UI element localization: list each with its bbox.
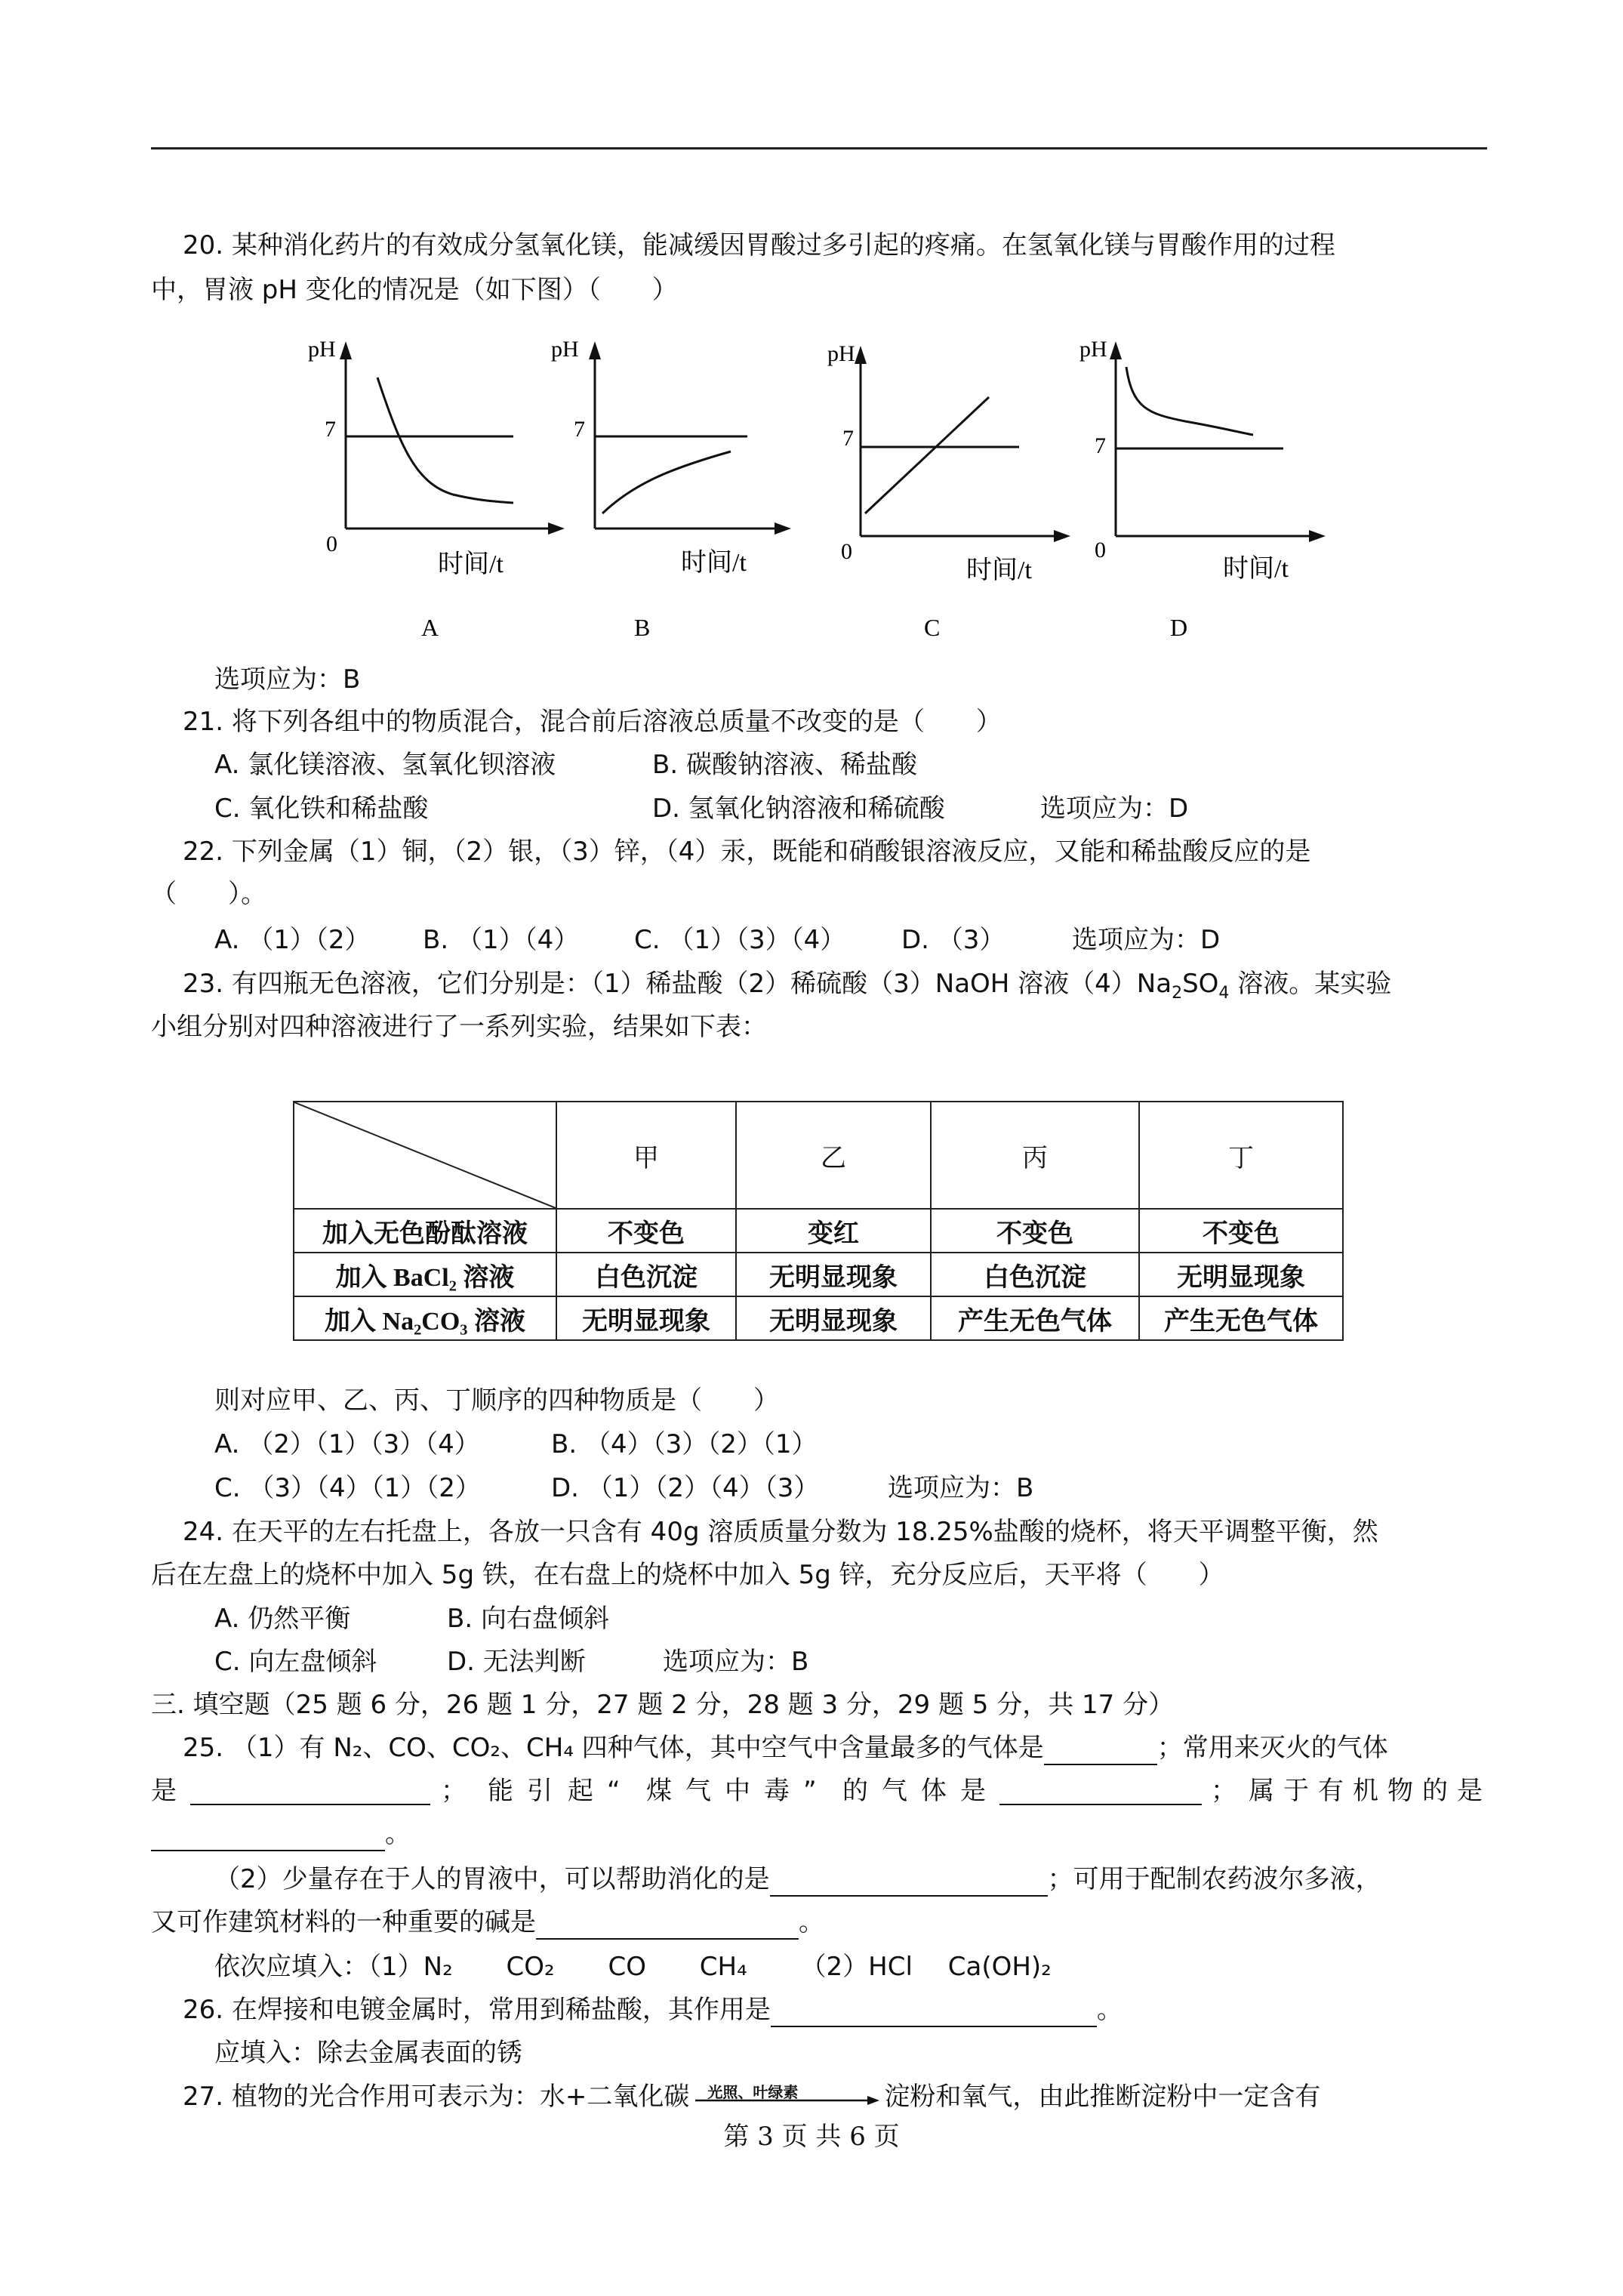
chart-b-xlabel: 时间/t [681, 549, 747, 577]
q22-line2: （ ）。 [151, 879, 266, 909]
table-cell: 无明显现象 [736, 1253, 931, 1296]
q25-blank-4[interactable] [151, 1824, 385, 1851]
q25-blank-2[interactable] [190, 1778, 430, 1805]
q26-answer: 应填入：除去金属表面的锈 [214, 2038, 522, 2068]
q22-option-a: A. （1）（2） [214, 925, 371, 955]
chart-a [308, 337, 565, 641]
chart-d-zero: 0 [1095, 538, 1106, 562]
q22-answer: 选项应为：D [1072, 925, 1221, 955]
q23-option-b: B. （4）（3）（2）（1） [551, 1429, 818, 1459]
chart-c-ylabel: pH [827, 341, 855, 366]
chart-c-zero: 0 [841, 539, 852, 564]
table-corner-cell [294, 1102, 556, 1209]
chart-a-letter: A [421, 614, 439, 641]
chart-d-seven: 7 [1095, 433, 1106, 458]
chart-b-curve [602, 451, 731, 513]
row-label-phenolphthalein: 加入无色酚酞溶液 [294, 1209, 556, 1253]
q23-answer: 选项应为：B [888, 1473, 1034, 1503]
table-row [294, 1209, 1343, 1253]
q23-option-a: A. （2）（1）（3）（4） [214, 1429, 480, 1459]
page-footer: 第 3 页 共 6 页 [723, 2122, 900, 2152]
chart-a-seven: 7 [325, 417, 336, 442]
table-cell: 无明显现象 [556, 1296, 736, 1340]
header-rule [151, 147, 1487, 149]
q27-line: 27. 植物的光合作用可表示为：水+二氧化碳 光照、叶绿素 淀粉和氧气，由此推断淀粉中一定含有 [183, 2079, 1320, 2114]
table-cell: 白色沉淀 [931, 1253, 1139, 1296]
table-row [294, 1296, 1343, 1340]
q24-option-d: D. 无法判断 [447, 1647, 586, 1677]
q21-stem: 21. 将下列各组中的物质混合，混合前后溶液总质量不改变的是（ ） [183, 707, 1002, 737]
row-label-na2co3: 加入 Na₂CO₃ 溶液 [294, 1296, 556, 1340]
chart-a-ylabel: pH [308, 337, 336, 362]
q23-option-d: D. （1）（2）（4）（3） [551, 1473, 820, 1503]
q24-option-b: B. 向右盘倾斜 [447, 1604, 609, 1634]
chart-c-xlabel: 时间/t [966, 556, 1032, 584]
q21-option-a: A. 氯化镁溶液、氢氧化钡溶液 [214, 750, 556, 780]
q25-blank-5[interactable] [770, 1869, 1048, 1897]
q25-line1: 25. （1）有 N₂、CO、CO₂、CH₄ 四种气体，其中空气中含量最多的气体是 ；常用来灭火的气体 [183, 1730, 1388, 1765]
table-cell: 无明显现象 [736, 1296, 931, 1340]
ph-charts [287, 332, 1374, 649]
q24-line1: 24. 在天平的左右托盘上，各放一只含有 40g 溶质质量分数为 18.25%盐酸的烧杯，将天平调整平衡，然 [183, 1517, 1378, 1547]
table-cell: 产生无色气体 [1139, 1296, 1343, 1340]
q25-answer: 依次应填入：（1）N₂ CO₂ CO CH₄ （2）HCl Ca(OH)₂ [214, 1952, 1052, 1982]
q25-line3: 。 [151, 1817, 411, 1851]
q24-option-a: A. 仍然平衡 [214, 1604, 351, 1634]
chart-a-zero: 0 [326, 532, 337, 556]
col-header-jia: 甲 [556, 1102, 736, 1209]
reaction-arrow [692, 2079, 881, 2114]
document-page: 20. 某种消化药片的有效成分氢氧化镁，能减缓因胃酸过多引起的疼痛。在氢氧化镁与胃酸作用的过程 中，胃液 pH 变化的情况是（如下图）（ ） pH 7 0 时间/t A pH 7 时间/t B pH 7 0 时间/t C pH 7 0 时间/t D 选项应为：B 21. 将下列各组中的物质混合，混合前后溶液总质量不改变的是（ ） A. 氯化镁溶液、氢氧化钡溶液 B. 碳酸钠溶液、稀盐酸 C. 氧化铁和稀盐酸 D. 氢氧化钠溶液和稀硫酸 选项应为：D 22. 下列金属（1）铜，（2）银，（3）锌，（4）汞，既能和硝酸银溶液反应，又能和稀盐酸反应的是 （ ）。 A. （1）（2） B. （1）（4） C. （1）（3）（4） D. （3） 选项应为：D 23. 有四瓶无色溶液，它们分别是：（1）稀盐酸（2）稀硫酸（3）NaOH 溶液$(4)Na_2SO_4$ 溶液。某实验 小组分别对四种溶液进行了一系列实验，结果如下表： 甲 乙 丙 丁 加入无色酚酞溶液 不变色 变红 不变色 不变色 加入 BaCl₂ 溶液 白色沉淀 无明显现象 白色沉淀 无明显现象 加入 Na₂CO₃ 溶液 无明显现象 无明显现象 产生无色气体 产生无色气体 则对应甲、乙、丙、丁顺序的四种物质是（ ） A. （2）（1）（3）（4） B. （4）（3）（2）（1） C. （3）（4）（1）（2） D. （1）（2）（4）（3） 选项应为：B 24. 在天平的左右托盘上，各放一只含有 40g 溶质质量分数为 18.25%盐酸的烧杯，将天平调整平衡，然 后在左盘上的烧杯中加入 5g 铁，在右盘上的烧杯中加入 5g 锌，充分反应后，天平将（ ） A. 仍然平衡 B. 向右盘倾斜 C. 向左盘倾斜 D. 无法判断 选项应为：B 三. 填空题（25 题 6 分，26 题 1 分，27 题 2 分，28 题 3 分，29 题 5 分，共 17 分） 25. （1）有 N₂、CO、CO₂、CH₄ 四种气体，其中空气中含量最多的气体是 ；常用来灭火的气体 是 ； 能 引 起 “ 煤 气 中 毒 ” 的 气 体 是 ； 属 于 有 机 物 的 是 。 （2）少量存在于人的胃液中，可以帮助消化的是 ；可用于配制农药波尔多液， 又可作建筑材料的一种重要的碱是 。 依次应填入：（1）N₂ CO₂ CO CH₄ （2）HCl Ca(OH)₂ 26. 在焊接和电镀金属时，常用到稀盐酸，其作用是 。 应填入：除去金属表面的锈 27. 植物的光合作用可表示为：水+二氧化碳 光照、叶绿素 淀粉和氧气，由此推断淀粉中一定含有 第 3 页 共 6 页 [0, 0, 1623, 2296]
q24-option-c: C. 向左盘倾斜 [214, 1647, 377, 1677]
q20-answer: 选项应为：B [214, 664, 361, 695]
col-header-yi: 乙 [736, 1102, 931, 1209]
q26-blank[interactable] [771, 2000, 1097, 2027]
q20-line2: 中，胃液 pH 变化的情况是（如下图）（ ） [151, 275, 678, 305]
chart-c-letter: C [924, 614, 941, 641]
col-header-ding: 丁 [1139, 1102, 1343, 1209]
table-cell: 不变色 [1139, 1209, 1343, 1253]
chart-b-letter: B [634, 614, 651, 641]
q20-line1: 20. 某种消化药片的有效成分氢氧化镁，能减缓因胃酸过多引起的疼痛。在氢氧化镁与胃酸作用的过程 [183, 230, 1335, 260]
table-cell: 无明显现象 [1139, 1253, 1343, 1296]
chart-a-xlabel: 时间/t [438, 550, 504, 578]
q25-blank-6[interactable] [536, 1912, 799, 1940]
q25-blank-1[interactable] [1044, 1738, 1157, 1765]
chart-c-line [865, 397, 989, 513]
reaction-condition: 光照、叶绿素 [707, 2083, 799, 2101]
q21-option-d: D. 氢氧化钠溶液和稀硫酸 [652, 794, 945, 824]
row-label-bacl2: 加入 BaCl₂ 溶液 [294, 1253, 556, 1296]
results-table [293, 1101, 1344, 1341]
table-cell: 产生无色气体 [931, 1296, 1139, 1340]
section-3-heading: 三. 填空题（25 题 6 分，26 题 1 分，27 题 2 分，28 题 3 分，29 题 5 分，共 17 分） [151, 1690, 1175, 1720]
chart-d-letter: D [1170, 614, 1188, 641]
table-cell: 不变色 [931, 1209, 1139, 1253]
table-cell: 白色沉淀 [556, 1253, 736, 1296]
q24-answer: 选项应为：B [663, 1647, 809, 1677]
q26-line: 26. 在焊接和电镀金属时，常用到稀盐酸，其作用是 。 [183, 1992, 1123, 2027]
q22-line1: 22. 下列金属（1）铜，（2）银，（3）锌，（4）汞，既能和硝酸银溶液反应，又能和稀盐酸反应的是 [183, 837, 1311, 867]
q25-line5: 又可作建筑材料的一种重要的碱是 。 [151, 1905, 824, 1940]
q22-option-b: B. （1）（4） [423, 925, 580, 955]
q21-answer: 选项应为：D [1040, 794, 1189, 824]
col-header-bing: 丙 [931, 1102, 1139, 1209]
q23-line2: 小组分别对四种溶液进行了一系列实验，结果如下表： [151, 1012, 767, 1042]
q25-blank-3[interactable] [999, 1778, 1202, 1805]
q24-line2: 后在左盘上的烧杯中加入 5g 铁，在右盘上的烧杯中加入 5g 锌，充分反应后，天平将（ ） [151, 1560, 1224, 1590]
q21-option-b: B. 碳酸钠溶液、稀盐酸 [652, 750, 917, 780]
chart-d-xlabel: 时间/t [1223, 555, 1289, 583]
q23-option-c: C. （3）（4）（1）（2） [214, 1473, 481, 1503]
chart-d-ylabel: pH [1079, 337, 1107, 362]
chart-d-curve [1126, 367, 1253, 435]
chart-c-seven: 7 [842, 426, 854, 451]
q22-option-c: C. （1）（3）（4） [634, 925, 846, 955]
chart-d [1079, 337, 1326, 641]
chart-a-curve [377, 378, 513, 503]
q25-line4: （2）少量存在于人的胃液中，可以帮助消化的是 ；可用于配制农药波尔多液， [214, 1862, 1381, 1897]
chart-b [551, 337, 791, 641]
table-cell: 变红 [736, 1209, 931, 1253]
q23-stem: 则对应甲、乙、丙、丁顺序的四种物质是（ ） [214, 1385, 779, 1416]
chart-c [827, 341, 1070, 641]
q23-line1: 23. 有四瓶无色溶液，它们分别是：（1）稀盐酸（2）稀硫酸（3）NaOH 溶液$(4)Na_2SO_4$ 溶液。某实验 [183, 969, 1392, 1003]
table-row [294, 1253, 1343, 1296]
q21-option-c: C. 氧化铁和稀盐酸 [214, 794, 429, 824]
q22-option-d: D. （3） [901, 925, 1006, 955]
chart-b-ylabel: pH [551, 337, 579, 362]
table-cell: 不变色 [556, 1209, 736, 1253]
chart-b-seven: 7 [574, 417, 585, 442]
